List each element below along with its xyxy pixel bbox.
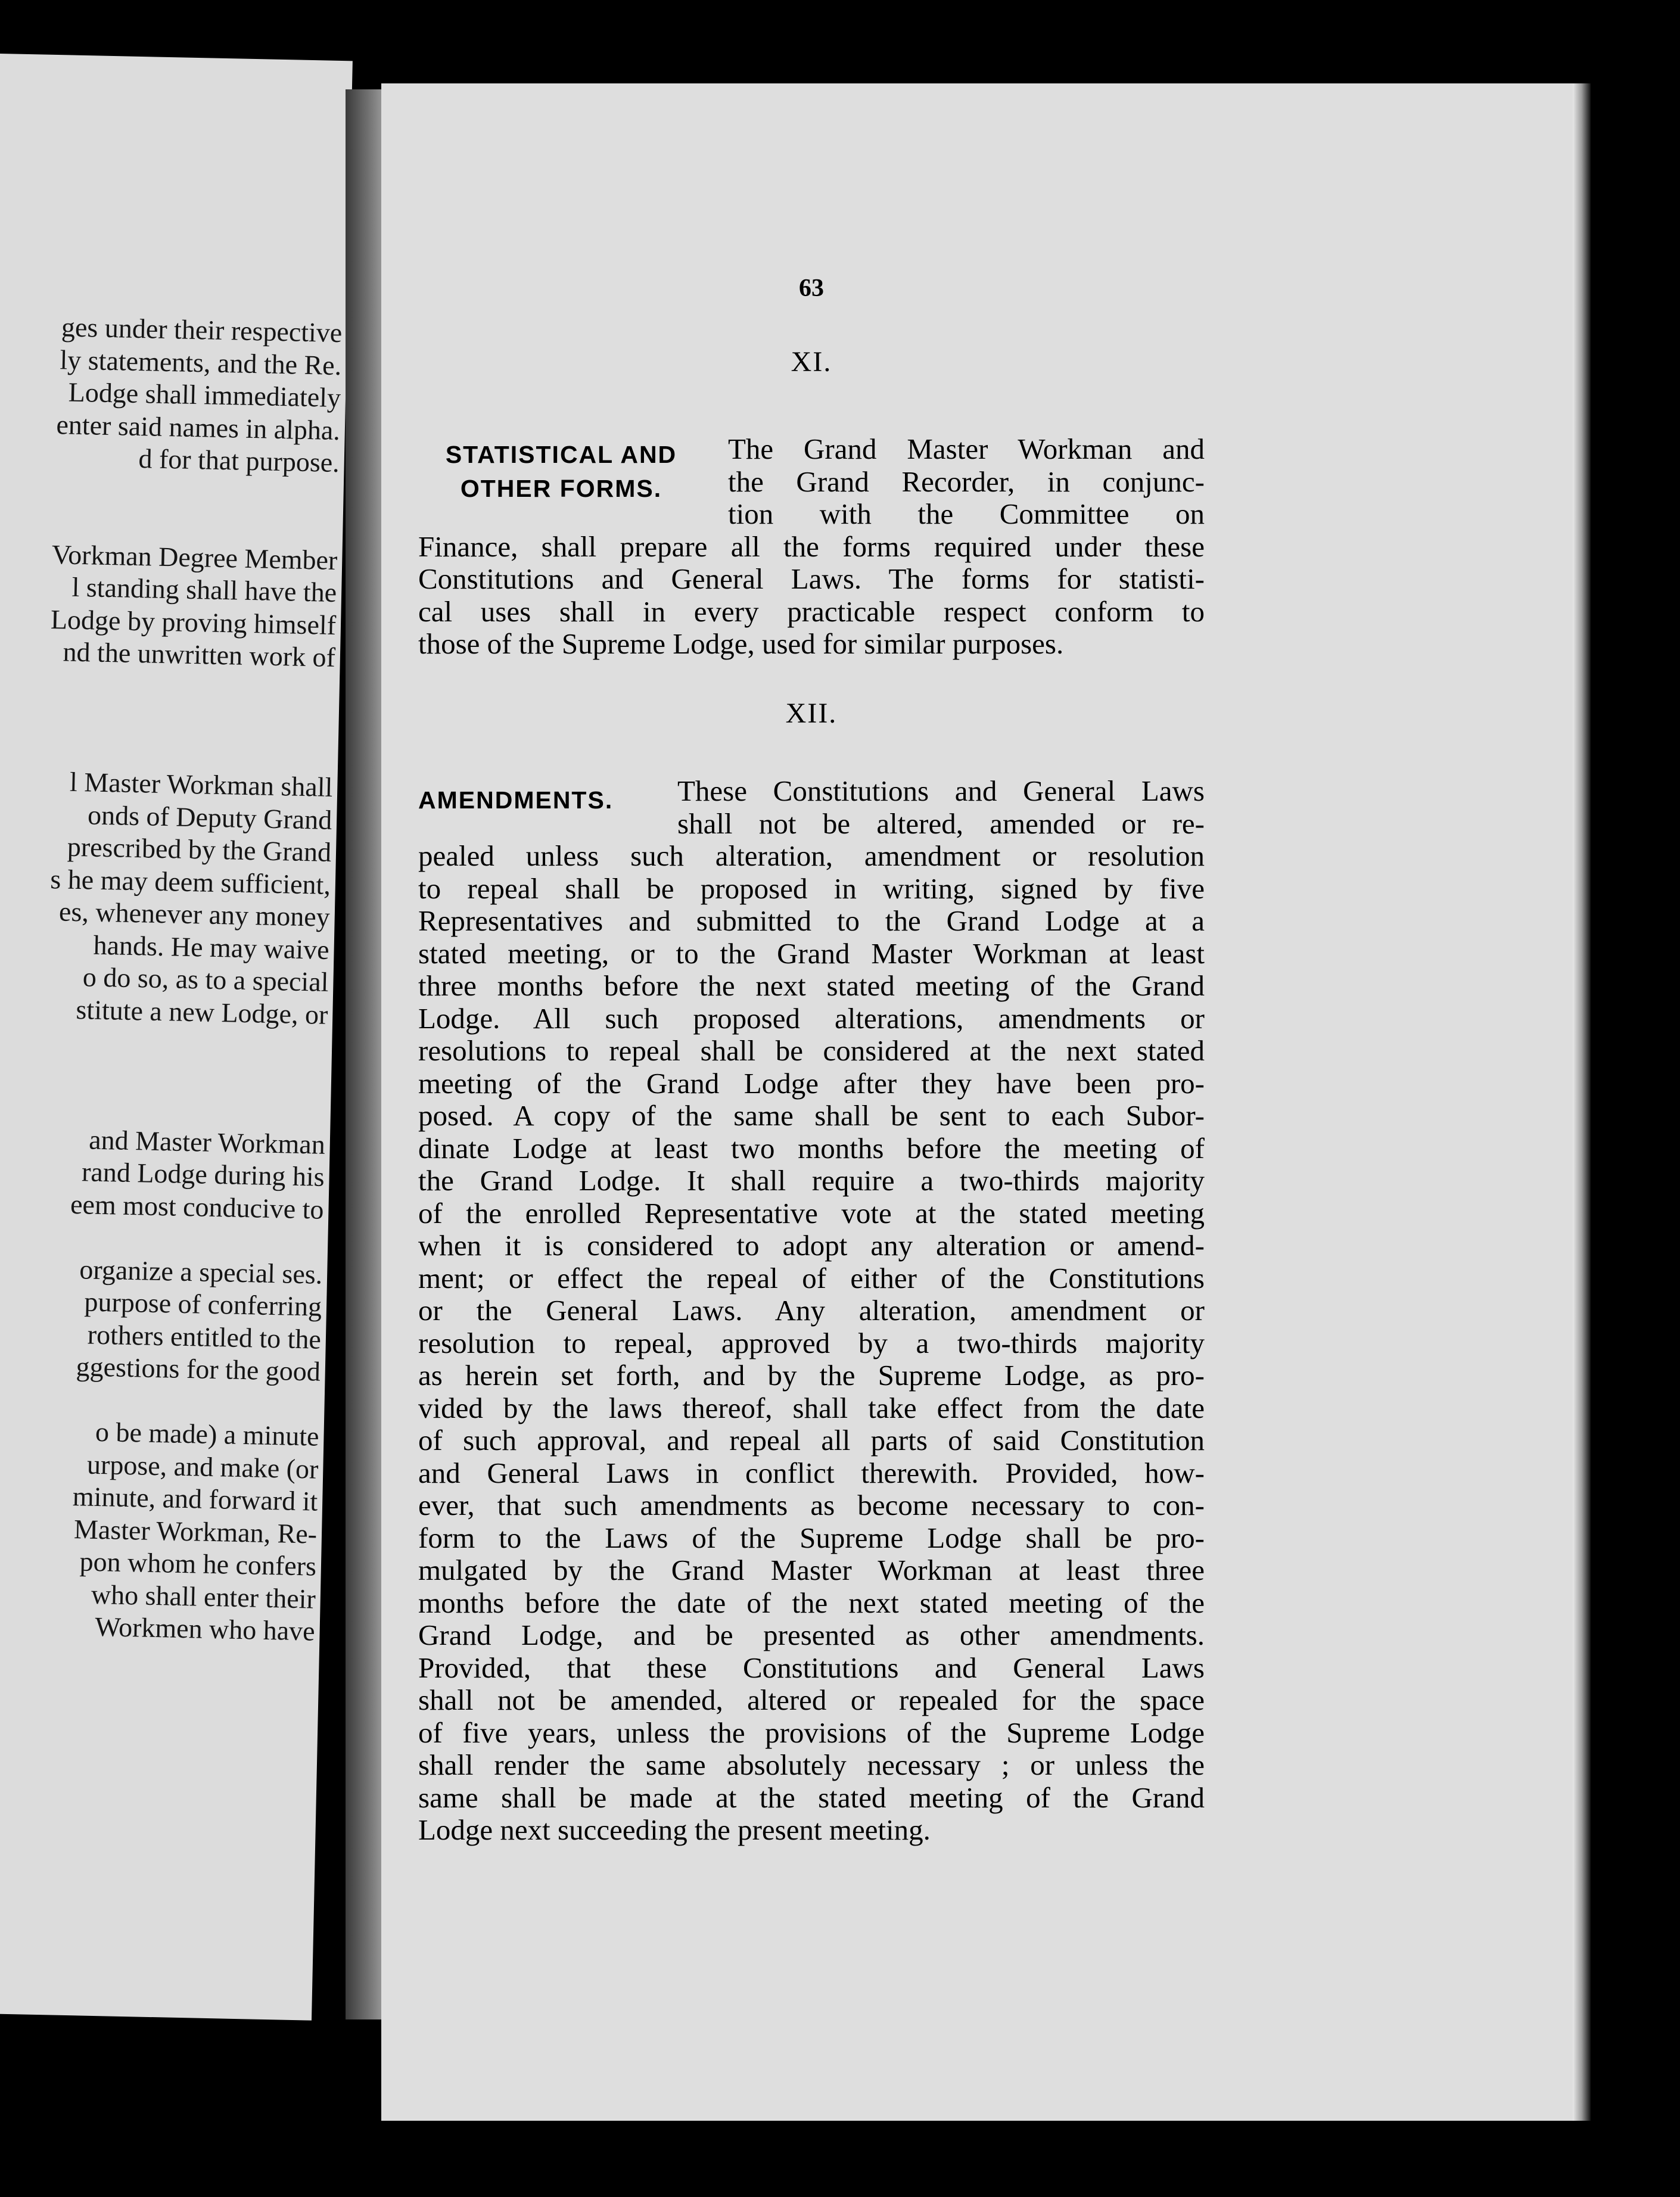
left-page-line: o be made) a minute (95, 1416, 320, 1452)
left-page-line: Vorkman Degree Member (51, 539, 338, 575)
left-page-line: minute, and forward it (72, 1481, 318, 1517)
text-line: as herein set forth, and by the Supreme Lodge, as pro- (418, 1359, 1205, 1392)
left-page-line: onds of Deputy Grand (87, 799, 332, 835)
left-page-line: s he may deem sufficient, (49, 863, 331, 900)
left-page-line: Workmen who have (94, 1611, 316, 1647)
text-line: those of the Supreme Lodge, used for similar purposes. (418, 627, 1064, 660)
text-line: Grand Lodge, and be presented as other amendments. (418, 1619, 1205, 1651)
text-line: These Constitutions and General Laws (677, 774, 1205, 807)
text-line: Finance, shall prepare all the forms required under these (418, 530, 1205, 563)
text-line: shall not be amended, altered or repealed for the space (418, 1683, 1205, 1716)
left-page-line: eem most conducive to (70, 1188, 325, 1225)
left-page-line: rothers entitled to the (87, 1319, 322, 1355)
text-line: three months before the next stated meeting of the Grand (418, 969, 1205, 1002)
left-page-text (0, 54, 353, 1647)
text-line: of such approval, and repeal all parts of said Constitution (418, 1424, 1205, 1457)
text-line: Constitutions and General Laws. The forms for statisti- (418, 562, 1205, 595)
page-edge (1573, 83, 1591, 2121)
left-page-line: and Master Workman (88, 1124, 326, 1160)
text-line: Provided, that these Constitutions and General Laws (418, 1651, 1205, 1684)
left-page-line: urpose, and make (or (86, 1449, 319, 1485)
left-page-line: enter said names in alpha. (56, 409, 341, 446)
text-line: and General Laws in conflict therewith. Provided, how- (418, 1456, 1205, 1489)
text-line: months before the date of the next stated meeting of the (418, 1586, 1205, 1619)
left-page-line: organize a special ses. (79, 1253, 323, 1290)
left-page-line: ges under their respective (61, 312, 343, 348)
text-line: the Grand Recorder, in conjunc- (728, 465, 1205, 498)
sidehead-line: AMENDMENTS. (418, 786, 614, 814)
main-page (381, 83, 1573, 2121)
text-line: dinate Lodge at least two months before the meeting of (418, 1131, 1205, 1165)
left-page (0, 54, 353, 2021)
text-line: pealed unless such alteration, amendment or resolution (418, 839, 1205, 872)
left-page-line: Master Workman, Re- (73, 1513, 318, 1549)
text-line: of the enrolled Representative vote at the stated meeting (418, 1196, 1205, 1230)
text-line: vided by the laws thereof, shall take effect from the date (418, 1391, 1205, 1424)
text-line: of five years, unless the provisions of the Supreme Lodge (418, 1716, 1205, 1749)
text-line: Representatives and submitted to the Grand Lodge at a (418, 904, 1205, 937)
left-page-line: ggestions for the good (76, 1351, 321, 1387)
sidehead-line: STATISTICAL AND (445, 441, 677, 468)
text-line: or the General Laws. Any alteration, amendment or (418, 1294, 1205, 1327)
text-line: Lodge. All such proposed alterations, amendments or (418, 1001, 1205, 1035)
sidehead-statistical-forms (418, 441, 704, 503)
text-line: meeting of the Grand Lodge after they have been pro- (418, 1066, 1205, 1100)
text-line: shall render the same absolutely necessary ; or unless the (418, 1748, 1205, 1781)
left-page-line: prescribed by the Grand (67, 831, 332, 867)
left-page-line: Lodge shall immediately (68, 376, 341, 413)
left-page-line: d for that purpose. (138, 443, 340, 478)
left-page-line: o do so, as to a special (82, 961, 329, 997)
left-page-line: rand Lodge during his (81, 1156, 325, 1192)
sidehead-amendments (418, 786, 657, 814)
text-line: stated meeting, or to the Grand Master Workman at least (418, 936, 1205, 970)
page-number: 63 (799, 275, 824, 302)
text-line: resolutions to repeal shall be considered at the next stated (418, 1034, 1205, 1067)
text-line: Lodge next succeeding the present meeting. (418, 1813, 931, 1846)
left-page-line: purpose of conferring (84, 1286, 322, 1322)
left-page-line: l Master Workman shall (69, 766, 333, 802)
text-line: to repeal shall be proposed in writing, signed by five (418, 872, 1205, 905)
text-line: posed. A copy of the same shall be sent to each Subor- (418, 1099, 1205, 1132)
text-line: tion with the Committee on (728, 497, 1205, 530)
left-page-line: l standing shall have the (71, 571, 337, 608)
text-line: mulgated by the Grand Master Workman at least three (418, 1554, 1205, 1586)
left-page-line: stitute a new Lodge, or (76, 994, 328, 1030)
section-numeral-xi: XI. (791, 346, 832, 378)
text-line: The Grand Master Workman and (728, 432, 1205, 465)
left-page-line: ly statements, and the Re. (60, 344, 342, 381)
text-line: cal uses shall in every practicable respect conform to (418, 595, 1205, 628)
text-line: resolution to repeal, approved by a two-thirds majority (418, 1326, 1205, 1359)
sidehead-line: OTHER FORMS. (460, 475, 662, 502)
text-line: shall not be altered, amended or re- (677, 807, 1205, 840)
left-page-line: nd the unwritten work of (63, 636, 336, 673)
text-line: ever, that such amendments as become necessary to con- (418, 1489, 1205, 1521)
left-page-line: who shall enter their (91, 1579, 316, 1614)
left-page-line: pon whom he confers (79, 1546, 317, 1582)
text-line: ment; or effect the repeal of either of the Constitutions (418, 1261, 1205, 1294)
text-line: same shall be made at the stated meeting of the Grand (418, 1781, 1205, 1814)
text-line: when it is considered to adopt any alteration or amend- (418, 1229, 1205, 1262)
left-page-line: hands. He may waive (93, 929, 330, 965)
text-line: form to the Laws of the Supreme Lodge shall be pro- (418, 1521, 1205, 1554)
left-page-line: es, whenever any money (58, 896, 331, 932)
left-page-line: Lodge by proving himself (50, 603, 337, 640)
text-line: the Grand Lodge. It shall require a two-thirds majority (418, 1164, 1205, 1197)
section-numeral-xii: XII. (785, 698, 838, 729)
